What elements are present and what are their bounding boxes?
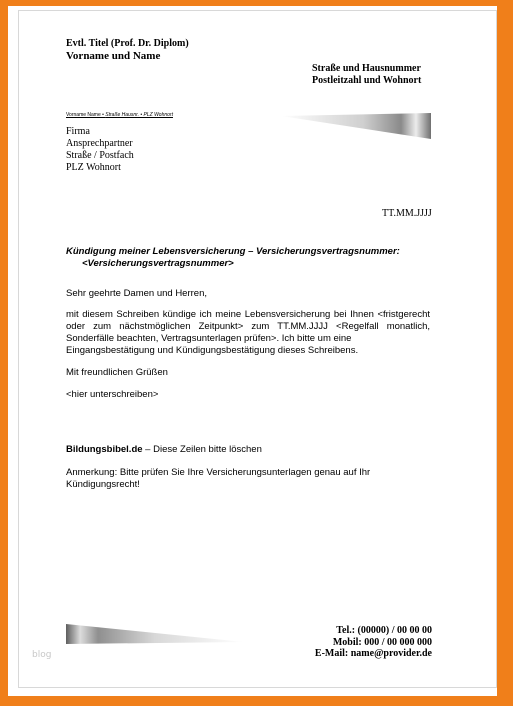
recipient-city: PLZ Wohnort: [66, 162, 121, 173]
salutation: Sehr geehrte Damen und Herren,: [66, 288, 207, 299]
decorative-swoosh-top: [281, 113, 431, 139]
contact-mobile: Mobil: 000 / 00 000 000: [332, 637, 432, 648]
remove-hint: – Diese Zeilen bitte löschen: [142, 444, 262, 455]
sender-return-name: Vorname Name •: [66, 112, 106, 118]
sender-street: Straße und Hausnummer: [312, 63, 421, 74]
letter-body-main: mit diesem Schreiben kündige ich meine Lebensversicherung bei Ihnen <fristgerecht oder zum nächstmöglichen Zeitpunkt> zum TT.MM.JJJJ <Regelfall monatlich, Sonderfälle beachten, Vertragsunterlagen prüfen>. Ich bitte um eine: [66, 309, 430, 344]
recipient-street: Straße / Postfach: [66, 150, 134, 161]
watermark: blog: [32, 650, 52, 660]
letter-date: TT.MM.JJJJ: [382, 208, 432, 219]
recipient-address: [66, 126, 134, 174]
footer-note-heading: [66, 444, 262, 455]
subject-line-1: Kündigung meiner Lebensversicherung – Versicherungsvertragsnummer:: [66, 246, 400, 257]
sender-return-address: Straße Hausnr. • PLZ Wohnort: [105, 112, 173, 118]
sender-return-line: [66, 112, 173, 118]
contact-email: E-Mail: name@provider.de: [314, 648, 432, 659]
decorative-swoosh-bottom: [66, 624, 244, 644]
sender-name: Vorname und Name: [66, 50, 161, 62]
closing: Mit freundlichen Grüßen: [66, 367, 168, 378]
recipient-contact: Ansprechpartner: [66, 138, 133, 149]
sender-title: Evtl. Titel (Prof. Dr. Diplom): [66, 38, 189, 49]
subject-line-2: <Versicherungsvertragsnummer>: [82, 258, 234, 269]
signature-placeholder: <hier unterschreiben>: [66, 389, 159, 400]
brand-name: Bildungsbibel.de: [66, 444, 143, 455]
sender-city: Postleitzahl und Wohnort: [312, 75, 422, 86]
footer-note-text: Anmerkung: Bitte prüfen Sie Ihre Versicherungsunterlagen genau auf Ihr Kündigungsrecht!: [66, 467, 371, 490]
letter-body-last-line: Eingangsbestätigung und Kündigungsbestätigung dieses Schreibens.: [66, 345, 359, 356]
letter-body: [66, 309, 430, 357]
recipient-company: Firma: [66, 126, 90, 137]
contact-phone: Tel.: (00000) / 00 00 00: [336, 625, 432, 636]
subject-line: [66, 246, 400, 270]
